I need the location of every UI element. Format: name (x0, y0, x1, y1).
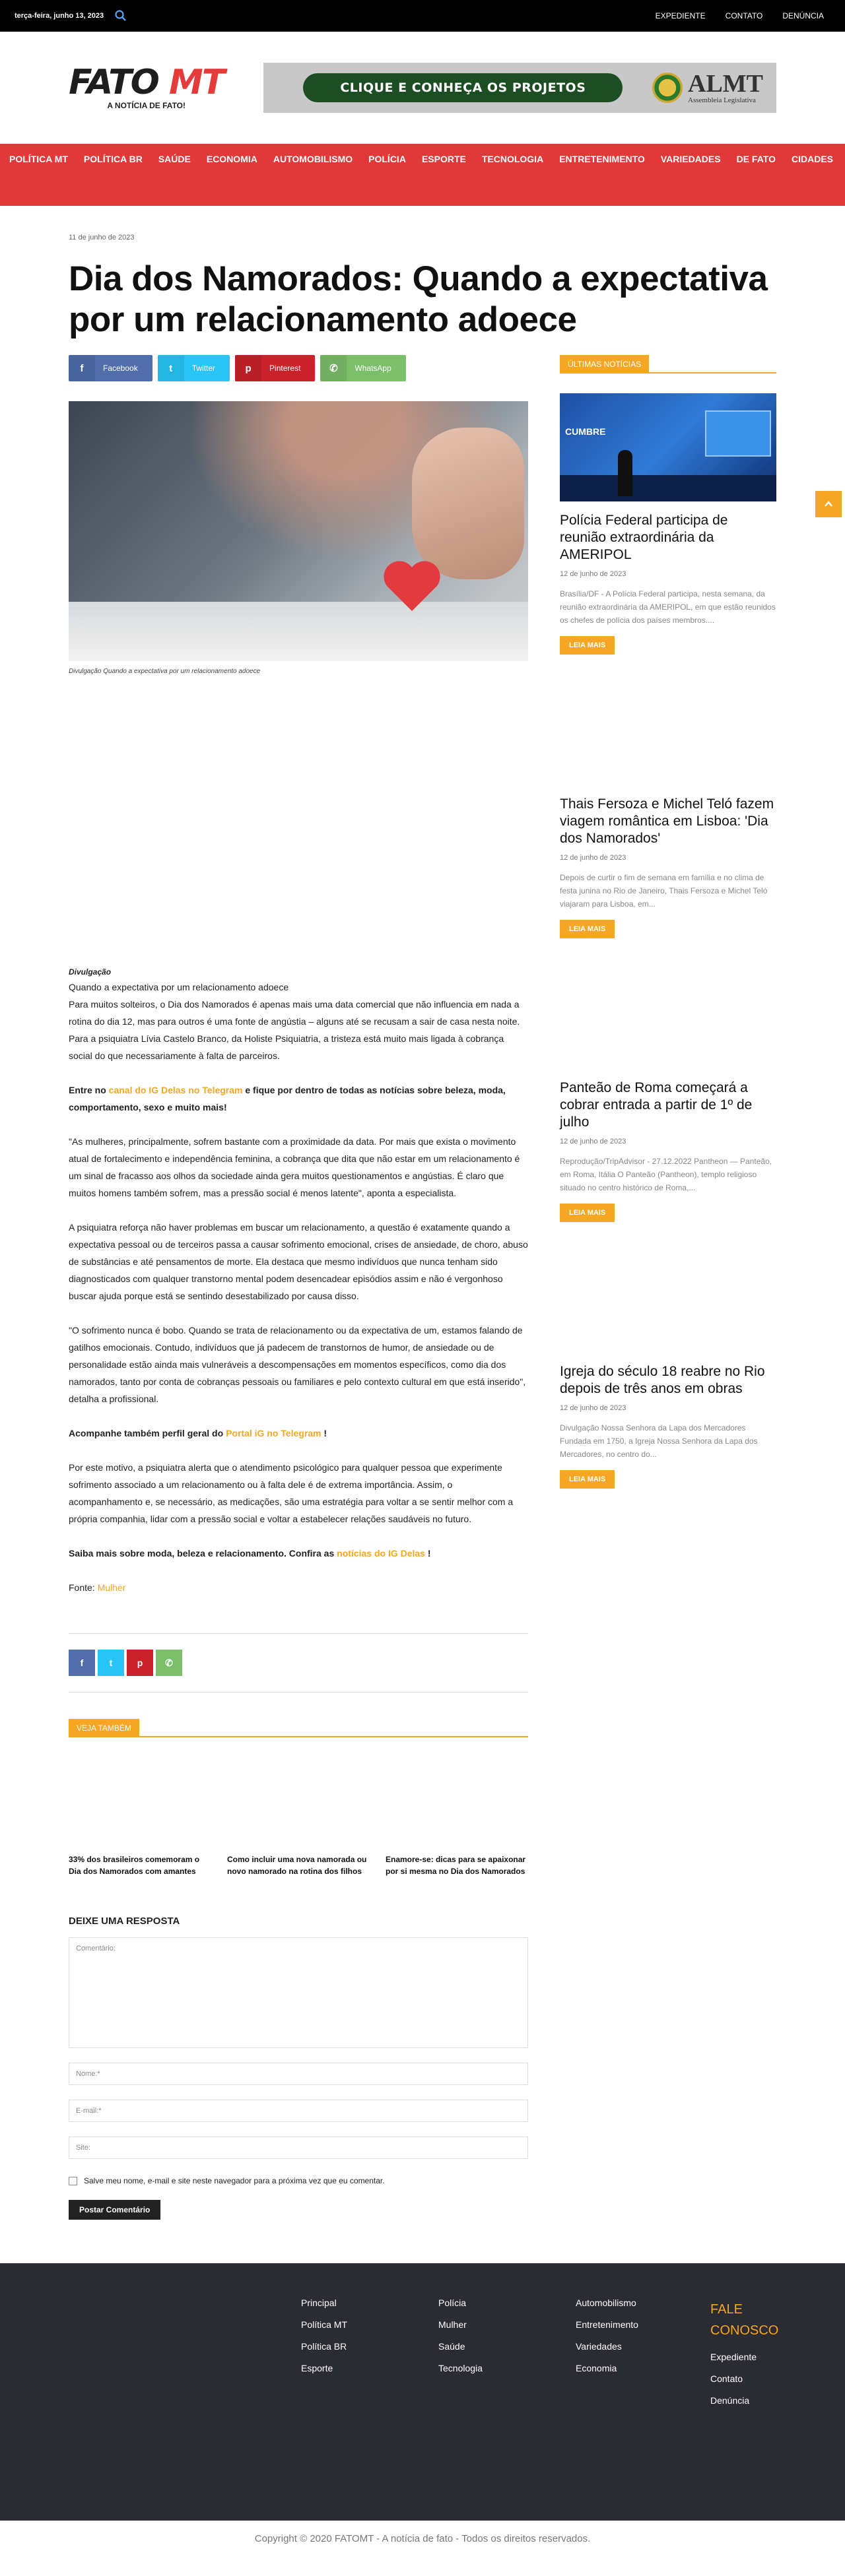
nav-item-saude[interactable]: SAÚDE (158, 154, 191, 164)
nav-item-tecnologia[interactable]: TECNOLOGIA (481, 154, 544, 164)
logo-text-a: FATO (69, 63, 158, 102)
save-info-row (69, 2176, 528, 2185)
facebook-icon[interactable]: f (69, 1650, 95, 1676)
footer-contact (710, 2299, 778, 2412)
footer-link[interactable]: Automobilismo (576, 2298, 636, 2308)
website-field[interactable]: Site: (69, 2137, 528, 2159)
footer-link-expediente[interactable]: Expediente (710, 2352, 757, 2362)
copyright: Copyright © 2020 FATOMT - A notícia de fato - Todos os direitos reservados. (254, 2533, 591, 2544)
top-link-denuncia[interactable]: DENÚNCIA (782, 11, 824, 20)
footer-link[interactable]: Esporte (301, 2363, 333, 2373)
thumbnail-text: CUMBRE (565, 426, 606, 437)
banner-brand-name: ALMT (688, 70, 763, 98)
article-column (69, 355, 528, 2220)
logo-text-b: MT (169, 63, 224, 102)
share-facebook-button[interactable]: f Facebook (69, 355, 152, 381)
telegram-channel-link[interactable]: canal do IG Delas no Telegram (108, 1085, 243, 1095)
footer-link[interactable]: Política BR (301, 2341, 347, 2352)
article-paragraph: Para muitos solteiros, o Dia dos Namorados é apenas mais uma data comercial que não influencia em nada a rotina do dia 12, mas para outros é uma fonte de angústia – alguns até se recusam a sair de casa nesta noite. Para a psiquiatra Lívia Castelo Branco, da Holiste Psiquiatria, a tristeza está muito mais ligada à cobrança social do que necessariamente à falta de parceiros. (69, 999, 520, 1061)
main-nav (0, 144, 845, 206)
top-links (656, 11, 824, 20)
footer-columns (301, 2292, 713, 2379)
email-field[interactable]: E-mail:* (69, 2100, 528, 2122)
content-container (69, 234, 776, 2220)
telegram-promo: Entre no canal do IG Delas no Telegram e fique por dentro de todas as notícias sobre beleza, moda, comportamento, sexo e muito mais! (69, 1085, 506, 1112)
site-logo[interactable] (69, 65, 224, 110)
footer-link[interactable]: Entretenimento (576, 2319, 638, 2330)
nav-item-entretenimento[interactable]: ENTRETENIMENTO (559, 154, 645, 164)
footer-link[interactable]: Política MT (301, 2319, 348, 2330)
almt-seal-icon (652, 73, 683, 103)
post-title: Dia dos Namorados: Quando a expectativa por um relacionamento adoece (69, 259, 768, 339)
nav-item-esporte[interactable]: ESPORTE (421, 154, 466, 164)
news-excerpt: Brasília/DF - A Polícia Federal participa, nesta semana, da reunião extraordinária da AMERIPOL, em que estão reunidos os chefes de polícia dos países membros.... (560, 589, 776, 625)
facebook-icon: f (69, 355, 95, 381)
footer-link[interactable]: Tecnologia (438, 2363, 483, 2373)
image-caption: Divulgação Quando a expectativa por um relacionamento adoece (69, 668, 261, 675)
sidebar-news-item (560, 1363, 776, 1489)
top-link-contato[interactable]: CONTATO (725, 11, 763, 20)
nav-item-cidades[interactable]: CIDADES (791, 154, 833, 164)
nav-item-policia[interactable]: POLÍCIA (368, 154, 406, 164)
pinterest-icon: p (235, 355, 261, 381)
read-more-button[interactable]: LEIA MAIS (560, 1204, 615, 1222)
footer-link[interactable]: Economia (576, 2363, 617, 2373)
related-post-link[interactable]: 33% dos brasileiros comemoram o Dia dos Namorados com amantes (69, 1855, 200, 1876)
news-thumbnail[interactable] (560, 393, 776, 501)
read-more-button[interactable]: LEIA MAIS (560, 636, 615, 655)
featured-image (69, 401, 528, 661)
article-paragraph: Por este motivo, a psiquiatra alerta que o atendimento psicológico para qualquer pessoa que experimente sofrimento associado a um relacionamento ou à falta dele é de extrema importância. Assim, o acompanhamento e, se necessário, as medicações, são uma estratégia para voltar a se sentir melhor com a própria companhia, lidar com a pressão social e voltar a estabelecer relações saudáveis no futuro. (69, 1462, 514, 1524)
heart-shape (379, 553, 445, 619)
share-twitter-button[interactable]: t Twitter (158, 355, 230, 381)
related-block-title: VEJA TAMBÉM (69, 1719, 528, 1737)
whatsapp-icon[interactable]: ✆ (156, 1650, 182, 1676)
post-date: 11 de junho de 2023 (69, 234, 135, 242)
banner-brand (652, 71, 763, 104)
reply-title: DEIXE UMA RESPOSTA (69, 1916, 180, 1927)
site-header (0, 32, 845, 144)
article-paragraph: "As mulheres, principalmente, sofrem bastante com a proximidade da data. Por mais que exista o movimento atual de fortalecimento e independência feminina, a cobrança que dita que não estar em um relacionamento é um sinal de fracasso aos olhos da sociedade ainda gera muitos questionamentos e angústias. É claro que muitos homens também sofrem, mas a pressão social é menos latente", aponta a especialista. (69, 1136, 520, 1198)
logo-tagline: A NOTÍCIA DE FATO! (107, 101, 186, 110)
twitter-icon[interactable]: t (98, 1650, 124, 1676)
sidebar-news-item (560, 796, 776, 938)
footer-contact-title-b: CONOSCO (710, 2323, 779, 2338)
share-bar (69, 355, 528, 381)
article-subtitle: Quando a expectativa por um relacionamento adoece (69, 982, 289, 992)
article-paragraph: A psiquiatra reforça não haver problemas em buscar um relacionamento, a questão é exatamente quando a expectativa pessoal ou de terceiros passa a causar sofrimento emocional, crises de ansiedade, de choro, abuso de substâncias e até pensamentos de morte. Ela destaca que mesmo indivíduos que nunca tenham sido diagnosticados com qualquer transtorno mental podem desencadear episódios assim e não é vergonhoso buscar ajuda porque está se sentindo desestabilizado por causa disso. (69, 1222, 528, 1301)
sidebar-news-item (560, 393, 776, 655)
share-whatsapp-button[interactable]: ✆ WhatsApp (320, 355, 405, 381)
delas-news-link[interactable]: notícias do IG Delas (337, 1548, 425, 1559)
news-date: 12 de junho de 2023 (560, 570, 626, 578)
banner-cta: CLIQUE E CONHEÇA OS PROJETOS (303, 73, 623, 102)
ad-space (69, 675, 528, 965)
news-excerpt: Divulgação Nossa Senhora da Lapa dos Mercadores Fundada em 1750, a Igreja Nossa Senhora da Lapa dos Mercadores, no centro do... (560, 1423, 758, 1459)
news-title[interactable]: Polícia Federal participa de reunião extraordinária da AMERIPOL (560, 513, 728, 562)
news-date: 12 de junho de 2023 (560, 1404, 626, 1412)
save-info-label: Salve meu nome, e-mail e site neste navegador para a próxima vez que eu comentar. (84, 2176, 385, 2185)
footer-link[interactable]: Saúde (438, 2341, 465, 2352)
share-pinterest-button[interactable]: p Pinterest (235, 355, 315, 381)
portal-promo: Acompanhe também perfil geral do Portal iG no Telegram ! (69, 1428, 327, 1438)
sidebar (560, 355, 776, 2220)
news-title[interactable]: Panteão de Roma começará a cobrar entrada a partir de 1º de julho (560, 1080, 753, 1130)
footer-link[interactable]: Polícia (438, 2298, 467, 2308)
top-bar (0, 0, 845, 32)
news-excerpt: Reprodução/TripAdvisor - 27.12.2022 Pantheon — Panteão, em Roma, Itália O Panteão (Pantheon), templo religioso situado no centro histórico de Roma,... (560, 1157, 772, 1192)
top-link-expediente[interactable]: EXPEDIENTE (655, 11, 706, 20)
footer-link-contato[interactable]: Contato (710, 2373, 743, 2384)
site-footer (0, 2263, 845, 2521)
top-bar-left (15, 9, 127, 22)
source-link[interactable]: Mulher (97, 1582, 126, 1593)
source-line: Fonte: Mulher (69, 1582, 126, 1593)
footer-link[interactable]: Variedades (576, 2341, 622, 2352)
ad-banner[interactable] (263, 63, 776, 113)
twitter-icon: t (158, 355, 184, 381)
nav-item-de-fato[interactable]: DE FATO (736, 154, 776, 164)
related-post-link[interactable]: Como incluir uma nova namorada ou novo namorado na rotina dos filhos (227, 1855, 367, 1876)
banner-brand-sub: Assembleia Legislativa (688, 96, 756, 104)
submit-comment-button[interactable]: Postar Comentário (69, 2200, 160, 2220)
nav-item-economia[interactable]: ECONOMIA (206, 154, 257, 164)
footer-contact-title-a: FALE (710, 2302, 743, 2317)
nav-item-automobilismo[interactable]: AUTOMOBILISMO (273, 154, 353, 164)
news-date: 12 de junho de 2023 (560, 854, 626, 862)
source-label: Divulgação (69, 967, 112, 977)
read-more-button[interactable]: LEIA MAIS (560, 1470, 615, 1489)
read-more-button[interactable]: LEIA MAIS (560, 920, 615, 938)
current-date: terça-feira, junho 13, 2023 (15, 12, 104, 20)
name-field[interactable]: Nome:* (69, 2063, 528, 2085)
nav-item-variedades[interactable]: VARIEDADES (660, 154, 721, 164)
related-posts (69, 1853, 528, 1877)
article-body (69, 965, 528, 1596)
delas-promo: Saiba mais sobre moda, beleza e relacionamento. Confira as notícias do IG Delas ! (69, 1548, 431, 1559)
save-info-checkbox[interactable] (69, 2177, 77, 2185)
related-post-link[interactable]: Enamore-se: dicas para se apaixonar por si mesma no Dia dos Namorados (386, 1855, 526, 1876)
pinterest-icon[interactable]: p (127, 1650, 153, 1676)
search-icon[interactable] (114, 9, 127, 22)
footer-link[interactable]: Principal (301, 2298, 337, 2308)
news-title[interactable]: Thais Fersoza e Michel Teló fazem viagem romântica em Lisboa: 'Dia dos Namorados' (560, 796, 774, 846)
news-title[interactable]: Igreja do século 18 reabre no Rio depois de três anos em obras (560, 1364, 765, 1396)
whatsapp-icon: ✆ (320, 355, 347, 381)
footer-link-denuncia[interactable]: Denúncia (710, 2395, 750, 2406)
article-paragraph: "O sofrimento nunca é bobo. Quando se trata de relacionamento ou da expectativa de um, estamos falando de gatilhos emocionais. Contudo, indivíduos que já padecem de transtornos de humor, de ansiedade ou de personalidade estão ainda mais vulneráveis a descompensações em momentos específicos, como dia dos namorados, tanto por conta de cobranças pessoais ou familiares e pelo contexto cultural em que está inserido", detalha a profissional. (69, 1325, 526, 1404)
nav-item-politica-br[interactable]: POLÍTICA BR (83, 154, 143, 164)
nav-item-politica-mt[interactable]: POLÍTICA MT (9, 154, 68, 164)
sidebar-news-item (560, 1079, 776, 1222)
comment-textarea[interactable]: Comentário: (69, 1937, 528, 2048)
share-bar-bottom (69, 1650, 528, 1676)
news-date: 12 de junho de 2023 (560, 1138, 626, 1145)
sidebar-block-title: ÚLTIMAS NOTÍCIAS (560, 355, 776, 373)
footer-link[interactable]: Mulher (438, 2319, 467, 2330)
portal-telegram-link[interactable]: Portal iG no Telegram (226, 1428, 321, 1438)
chevron-up-icon[interactable] (815, 491, 842, 517)
news-excerpt: Depois de curtir o fim de semana em família e no clima de festa junina no Rio de Janeiro, Thais Fersoza e Michel Teló viajaram para Lisboa, em... (560, 873, 768, 909)
